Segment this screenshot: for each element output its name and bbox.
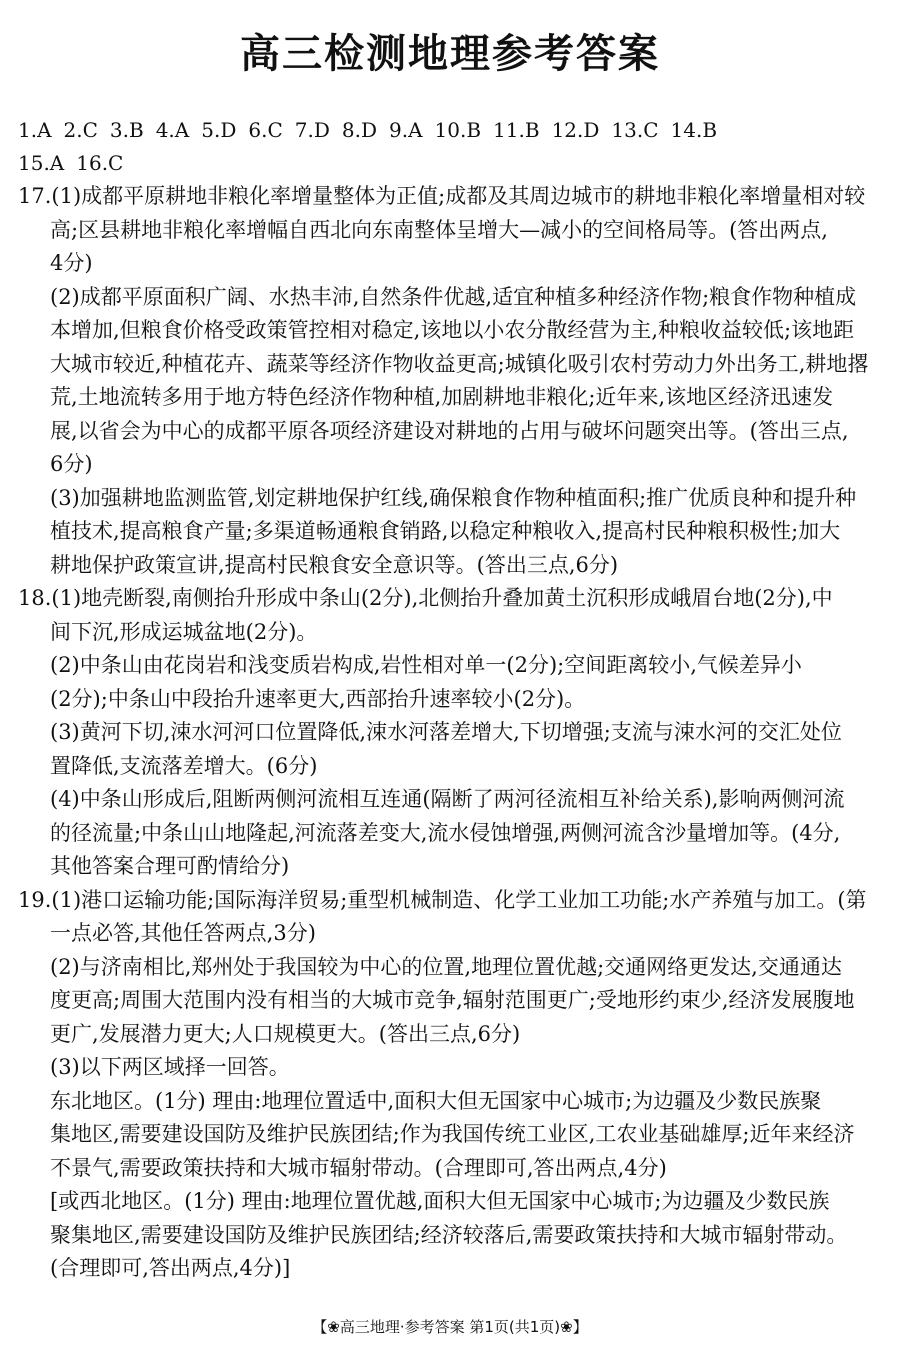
- page-footer: 【❀高三地理·参考答案 第1页(共1页)❀】: [312, 1318, 588, 1336]
- mcq-answer: 11.B: [493, 118, 540, 142]
- answer-line: 18.(1)地壳断裂,南侧抬升形成中条山(2分),北侧抬升叠加黄土沉积形成峨眉台地(2分),中: [18, 586, 833, 610]
- mcq-answer: 13.C: [611, 118, 659, 142]
- answer-line: 6分): [50, 452, 93, 476]
- mcq-answer: 3.B: [109, 118, 144, 142]
- answer-line: (2)中条山由花岗岩和浅变质岩构成,岩性相对单一(2分);空间距离较小,气候差异小: [50, 653, 802, 677]
- answer-line: 集地区,需要建设国防及维护民族团结;作为我国传统工业区,工农业基础雄厚;近年来经济: [50, 1122, 855, 1146]
- answer-line: 一点必答,其他任答两点,3分): [50, 921, 316, 945]
- answer-body: [18, 114, 886, 1286]
- mcq-answer: 2.C: [63, 118, 98, 142]
- answer-line: (3)加强耕地监测监管,划定耕地保护红线,确保粮食作物种植面积;推广优质良种和提升种: [50, 485, 857, 510]
- answer-line: 本增加,但粮食价格受政策管控相对稳定,该地以小农分散经营为主,种粮收益较低;该地距: [50, 318, 855, 342]
- answer-line: 植技术,提高粮食产量;多渠道畅通粮食销路,以稳定种粮收入,提高村民种粮积极性;加大: [50, 519, 841, 543]
- answer-line: 不景气,需要政策扶持和大城市辐射带动。(合理即可,答出两点,4分): [50, 1155, 667, 1180]
- answer-line: 度更高;周围大范围内没有相当的大城市竞争,辐射范围更广;受地形约束少,经济发展腹地: [50, 988, 855, 1012]
- answer-line: 19.(1)港口运输功能;国际海洋贸易;重型机械制造、化学工业加工功能;水产养殖与加工。(第: [18, 887, 867, 912]
- mcq-answer: 5.D: [201, 118, 237, 142]
- answer-line: (4)中条山形成后,阻断两侧河流相互连通(隔断了两河径流相互补给关系),影响两侧河流: [50, 787, 845, 811]
- answer-line: 东北地区。(1分) 理由:地理位置适中,面积大但无国家中心城市;为边疆及少数民族聚: [50, 1088, 822, 1113]
- answer-line: 耕地保护政策宣讲,提高村民粮食安全意识等。(答出三点,6分): [50, 552, 619, 577]
- answer-line: (2)与济南相比,郑州处于我国较为中心的位置,地理位置优越;交通网络更发达,交通通达: [50, 954, 842, 979]
- mcq-answer: 4.A: [155, 118, 190, 142]
- mcq-answer: 14.B: [670, 118, 718, 142]
- page-title: 高三检测地理参考答案: [240, 31, 660, 77]
- mcq-answer: 12.D: [551, 118, 600, 142]
- answer-line: (2分);中条山中段抬升速率更大,西部抬升速率较小(2分)。: [50, 686, 586, 711]
- mcq-row-1: [18, 114, 886, 147]
- answer-line: 置降低,支流落差增大。(6分): [50, 753, 318, 778]
- answer-line: 其他答案合理可酌情给分): [50, 854, 290, 878]
- answer-line: 聚集地区,需要建设国防及维护民族团结;经济较落后,需要政策扶持和大城市辐射带动。: [50, 1222, 848, 1247]
- mcq-answer: 8.D: [341, 118, 377, 142]
- answer-line: [或西北地区。(1分) 理由:地理位置优越,面积大但无国家中心城市;为边疆及少数民族: [50, 1189, 830, 1213]
- answer-line: (2)成都平原面积广阔、水热丰沛,自然条件优越,适宜种植多种经济作物;粮食作物种植成: [50, 284, 857, 309]
- answer-line: 高;区县耕地非粮化率增幅自西北向东南整体呈增大—减小的空间格局等。(答出两点,: [50, 217, 828, 242]
- mcq-answer: 15.A: [18, 151, 65, 175]
- mcq-answer: 7.D: [294, 118, 330, 142]
- mcq-answer: 10.B: [434, 118, 482, 142]
- answer-lines: [18, 180, 886, 1286]
- answer-line: 17.(1)成都平原耕地非粮化率增量整体为正值;成都及其周边城市的耕地非粮化率增量相对较: [18, 184, 866, 208]
- answer-line: 更广,发展潜力更大;人口规模更大。(答出三点,6分): [50, 1021, 521, 1046]
- answer-line: (3)黄河下切,涑水河河口位置降低,涑水河落差增大,下切增强;支流与涑水河的交汇处位: [50, 720, 842, 744]
- mcq-answer: 9.A: [389, 118, 423, 142]
- mcq-answer: 6.C: [248, 118, 283, 142]
- mcq-answer: 1.A: [18, 118, 52, 142]
- answer-line: 荒,土地流转多用于地方特色经济作物种植,加剧耕地非粮化;近年来,该地区经济迅速发: [50, 385, 834, 409]
- answer-line: (合理即可,答出两点,4分)]: [50, 1256, 291, 1280]
- answer-line: (3)以下两区域择一回答。: [50, 1055, 290, 1079]
- answer-line: 的径流量;中条山山地隆起,河流落差变大,流水侵蚀增强,两侧河流含沙量增加等。(4分,: [50, 820, 841, 845]
- answer-line: 大城市较近,种植花卉、蔬菜等经济作物收益更高;城镇化吸引农村劳动力外出务工,耕地撂: [50, 351, 869, 376]
- answer-line: 展,以省会为中心的成都平原各项经济建设对耕地的占用与破坏问题突出等。(答出三点,: [50, 418, 849, 443]
- answer-line: 间下沉,形成运城盆地(2分)。: [50, 619, 318, 644]
- mcq-row-2: [18, 147, 886, 180]
- answer-line: 4分): [50, 251, 93, 275]
- mcq-answer: 16.C: [76, 151, 124, 175]
